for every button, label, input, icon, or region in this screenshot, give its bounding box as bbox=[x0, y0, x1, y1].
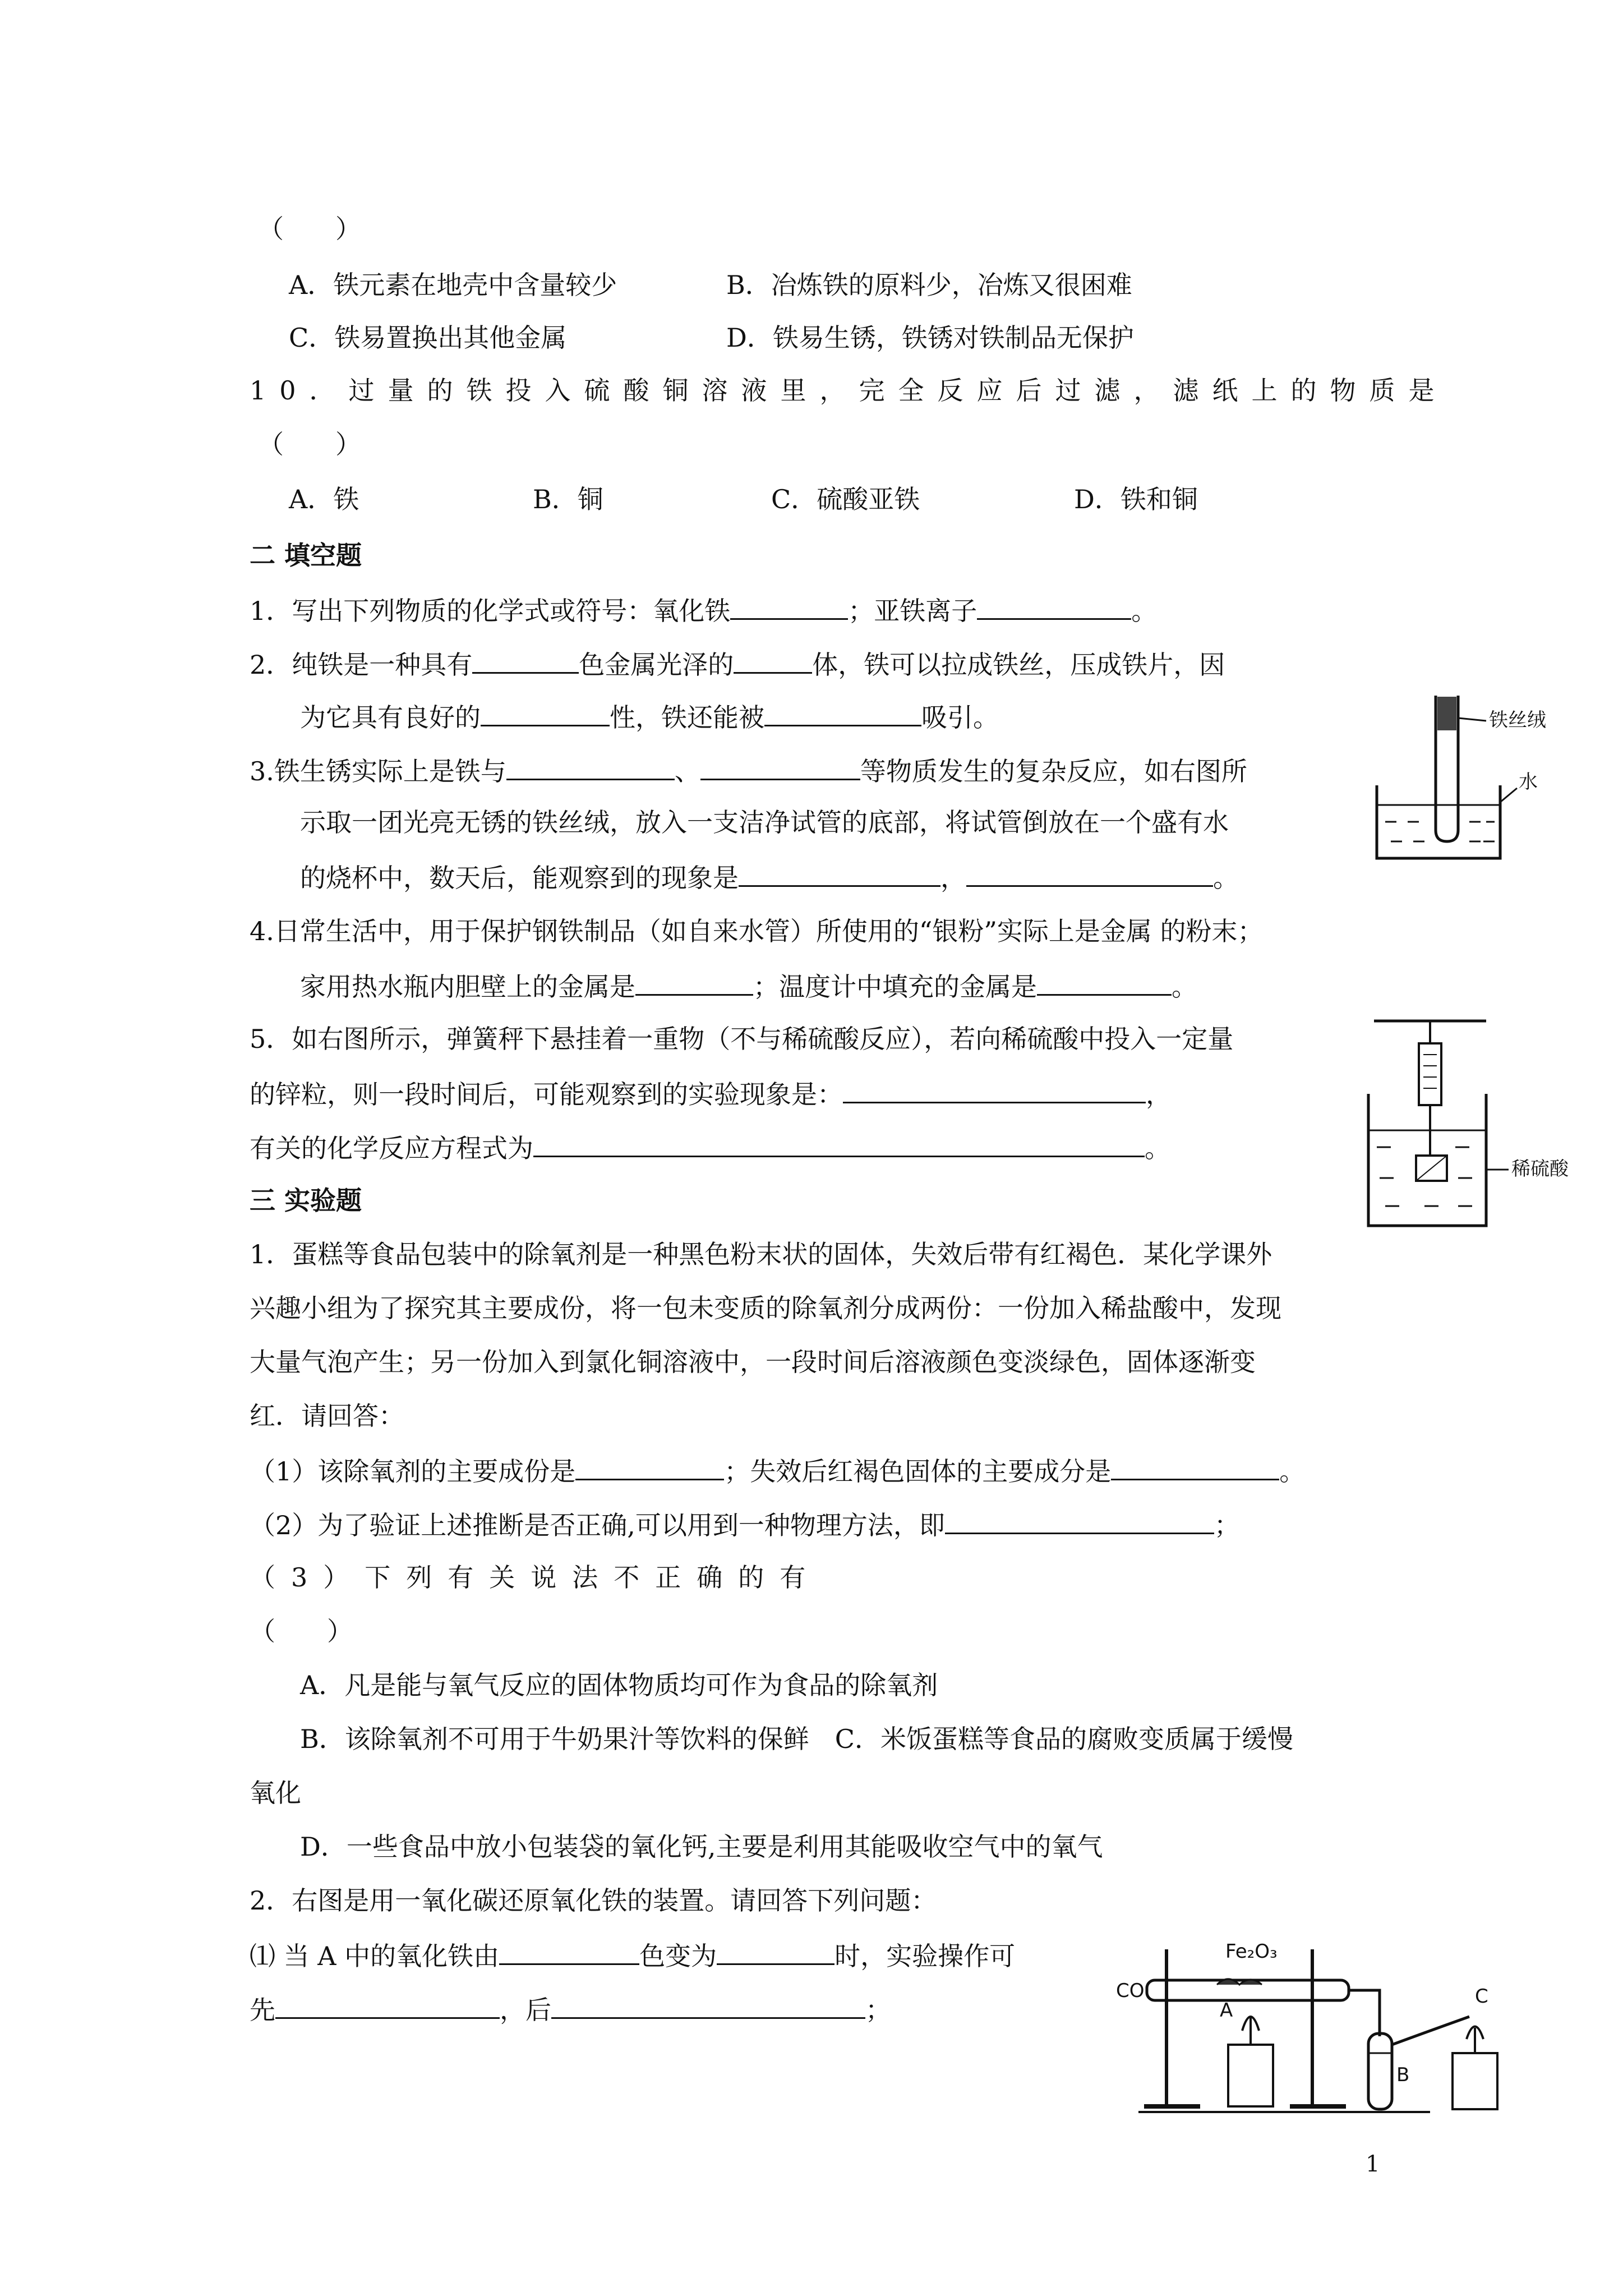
section-title-experiment: 三 实验题 bbox=[250, 1185, 362, 1216]
exp1-option-b-c: B．该除氧剂不可用于牛奶果汁等饮料的保鲜 C．米饭蛋糕等食品的腐败变质属于缓慢 bbox=[300, 1724, 1293, 1754]
q10-option-c: C．硫酸亚铁 bbox=[771, 484, 920, 514]
exp1-line1: 1．蛋糕等食品包装中的除氧剂是一种黑色粉末状的固体，失效后带有红褐色．某化学课外 bbox=[250, 1239, 1272, 1269]
label-water: 水 bbox=[1519, 771, 1538, 793]
q9-option-c: C．铁易置换出其他金属 bbox=[289, 323, 567, 353]
fill-q4-line2: 家用热水瓶内胆壁上的金属是 ；温度计中填充的金属是 。 bbox=[300, 968, 1197, 1004]
fill-q5-line2: 的锌粒，则一段时间后，可能观察到的实验现象是： ， bbox=[250, 1076, 1172, 1111]
iron-wool-mass bbox=[1437, 697, 1456, 730]
page-number: 1 bbox=[1366, 2151, 1380, 2177]
test-tube-b bbox=[1368, 2033, 1392, 2109]
answer-blank[interactable] bbox=[472, 646, 579, 674]
exp1-option-c-cont: 氧化 bbox=[250, 1778, 301, 1808]
answer-blank[interactable] bbox=[700, 753, 860, 780]
exp1-q3-paren: （ ） bbox=[250, 1616, 353, 1646]
answer-blank[interactable] bbox=[1037, 968, 1172, 996]
answer-blank[interactable] bbox=[977, 592, 1131, 620]
fill-q5-line1: 5．如右图所示，弹簧秤下悬挂着一重物（不与稀硫酸反应），若向稀硫酸中投入一定量 bbox=[250, 1024, 1234, 1054]
answer-blank[interactable] bbox=[275, 1991, 500, 2019]
exp1-line3: 大量气泡产生；另一份加入到氯化铜溶液中，一段时间后溶液颜色变淡绿色，固体逐渐变 bbox=[250, 1347, 1256, 1377]
q10-option-d: D．铁和铜 bbox=[1074, 484, 1198, 514]
exp2-q1-line2: 先 ，后 ； bbox=[250, 1991, 891, 2027]
label-co: CO bbox=[1116, 1980, 1145, 2002]
burner-c bbox=[1453, 2053, 1497, 2109]
exp1-q2: （2）为了验证上述推断是否正确,可以用到一种物理方法，即 ； bbox=[250, 1507, 1240, 1542]
fill-q5-line3: 有关的化学反应方程式为 。 bbox=[250, 1130, 1170, 1165]
fill-q4-line1: 4.日常生活中，用于保护钢铁制品（如自来水管）所使用的“银粉”实际上是金属 的粉末； bbox=[250, 916, 1264, 946]
q10-stem: 10．过量的铁投入硫酸铜溶液里，完全反应后过滤，滤纸上的物质是 bbox=[250, 375, 1448, 406]
label-c: C bbox=[1475, 1985, 1488, 2008]
label-a: A bbox=[1220, 1999, 1233, 2022]
fill-q3-line1: 3.铁生锈实际上是铁与 、 等物质发生的复杂反应，如右图所 bbox=[250, 753, 1247, 788]
exp1-line4: 红．请回答： bbox=[250, 1401, 404, 1431]
exp2-line1: 2．右图是用一氧化碳还原氧化铁的装置。请回答下列问题： bbox=[250, 1885, 937, 1916]
label-b: B bbox=[1396, 2064, 1410, 2086]
q9-option-a: A．铁元素在地壳中含量较少 bbox=[289, 270, 617, 300]
exp1-option-d: D．一些食品中放小包装袋的氧化钙,主要是利用其能吸收空气中的氧气 bbox=[300, 1832, 1103, 1862]
answer-blank[interactable] bbox=[945, 1507, 1214, 1534]
fill-q3-line3: 的烧杯中，数天后，能观察到的现象是 ， 。 bbox=[300, 859, 1239, 895]
iron-wool-rust-figure bbox=[1374, 684, 1559, 869]
answer-blank[interactable] bbox=[843, 1076, 1146, 1103]
answer-blank[interactable] bbox=[575, 1453, 724, 1480]
spring-balance-figure bbox=[1357, 1010, 1581, 1234]
fill-q2-line1: 2．纯铁是一种具有 色金属光泽的 体，铁可以拉成铁丝，压成铁片，因 bbox=[250, 646, 1225, 682]
exp1-option-a: A．凡是能与氧气反应的固体物质均可作为食品的除氧剂 bbox=[300, 1670, 938, 1700]
label-fe2o3: Fe₂O₃ bbox=[1225, 1940, 1278, 1963]
fill-q1: 1．写出下列物质的化学式或符号：氧化铁 ；亚铁离子 。 bbox=[250, 592, 1157, 628]
exp2-q1-line1: ⑴ 当 A 中的氧化铁由 色变为 时，实验操作可 bbox=[250, 1938, 1015, 1973]
exp1-line2: 兴趣小组为了探究其主要成份，将一包未变质的除氧剂分成两份：一份加入稀盐酸中，发现 bbox=[250, 1293, 1281, 1323]
co-reduction-apparatus-figure bbox=[1116, 1918, 1531, 2120]
q9-option-d: D．铁易生锈，铁锈对铁制品无保护 bbox=[726, 323, 1134, 353]
answer-blank[interactable] bbox=[739, 859, 940, 887]
answer-blank[interactable] bbox=[730, 592, 848, 620]
fill-q2-line2: 为它具有良好的 性，铁还能被 吸引。 bbox=[300, 699, 999, 734]
q9-option-b: B．冶炼铁的原料少，冶炼又很困难 bbox=[726, 270, 1132, 300]
answer-blank[interactable] bbox=[1111, 1453, 1279, 1480]
answer-blank[interactable] bbox=[506, 753, 675, 780]
q10-option-a: A．铁 bbox=[289, 484, 359, 514]
answer-blank[interactable] bbox=[717, 1938, 834, 1965]
answer-blank[interactable] bbox=[499, 1938, 639, 1965]
answer-blank[interactable] bbox=[481, 699, 610, 726]
answer-blank[interactable] bbox=[764, 699, 921, 726]
q10-paren: （ ） bbox=[258, 429, 361, 459]
label-iron-wool: 铁丝绒 bbox=[1489, 709, 1546, 731]
answer-blank[interactable] bbox=[635, 968, 753, 996]
answer-blank[interactable] bbox=[966, 859, 1213, 887]
answer-blank[interactable] bbox=[551, 1991, 865, 2019]
exp1-q1: （1）该除氧剂的主要成份是 ；失效后红褐色固体的主要成分是 。 bbox=[250, 1453, 1305, 1488]
exp1-q3: （3）下列有关说法不正确的有 bbox=[250, 1562, 822, 1593]
q9-paren: （ ） bbox=[258, 214, 361, 244]
section-title-fill-in: 二 填空题 bbox=[250, 540, 362, 570]
answer-blank[interactable] bbox=[533, 1130, 1145, 1157]
burner-a bbox=[1228, 2045, 1273, 2106]
answer-blank[interactable] bbox=[734, 646, 812, 674]
fill-q3-line2: 示取一团光亮无锈的铁丝绒，放入一支洁净试管的底部，将试管倒放在一个盛有水 bbox=[300, 807, 1229, 838]
q10-option-b: B．铜 bbox=[533, 484, 603, 514]
label-dilute-sulfuric-acid: 稀硫酸 bbox=[1511, 1158, 1569, 1180]
